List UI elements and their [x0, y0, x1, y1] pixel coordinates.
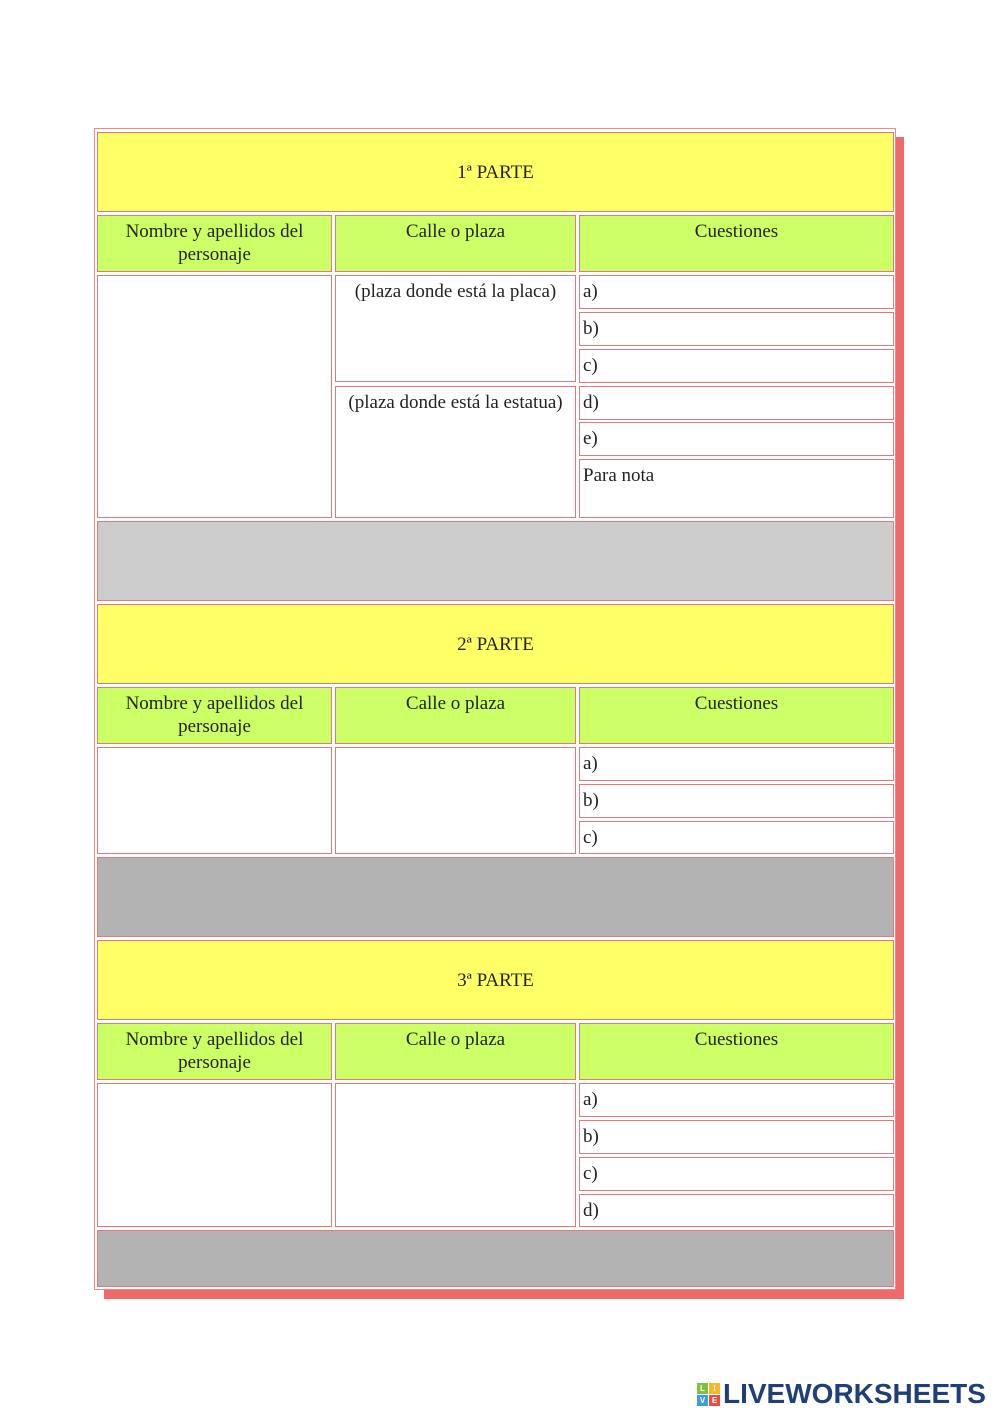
part-3-question-c[interactable]: c) — [579, 1157, 894, 1191]
part-3-name-input[interactable] — [97, 1083, 332, 1227]
part-3-question-d[interactable]: d) — [579, 1194, 894, 1227]
part-3-questions-header: Cuestiones — [579, 1023, 894, 1080]
part-1-questions-header: Cuestiones — [579, 215, 894, 272]
part-1-street-input-placa[interactable] — [335, 275, 576, 382]
part-2-separator — [97, 857, 894, 937]
part-3-question-b[interactable]: b) — [579, 1120, 894, 1154]
part-1-question-para-nota[interactable]: Para nota — [579, 459, 894, 518]
part-2-name-header: Nombre y apellidos del personaje — [97, 687, 332, 744]
part-2-question-c[interactable]: c) — [579, 821, 894, 854]
liveworksheets-logo — [697, 1378, 997, 1410]
part-1-street-note-placa: (plaza donde está la placa) — [354, 281, 557, 302]
part-1-street-header: Calle o plaza — [335, 215, 576, 272]
liveworksheets-logo-text: LIVEWORKSHEETS — [723, 1378, 986, 1409]
part-2-title — [97, 604, 894, 684]
part-2-title-text: 2ª PARTE — [457, 633, 534, 655]
part-3-title — [97, 940, 894, 1020]
part-2-questions-header: Cuestiones — [579, 687, 894, 744]
part-1-question-b[interactable]: b) — [579, 312, 894, 346]
part-1-question-d[interactable]: d) — [579, 386, 894, 420]
part-3-name-header: Nombre y apellidos del personaje — [97, 1023, 332, 1080]
part-1-separator — [97, 521, 894, 601]
liveworksheets-logo-icon: L I V E — [697, 1383, 720, 1406]
part-3-question-a[interactable]: a) — [579, 1083, 894, 1117]
part-3-separator — [97, 1230, 894, 1287]
part-1-question-e[interactable]: e) — [579, 422, 894, 456]
part-2-street-input[interactable] — [335, 747, 576, 854]
part-2-question-b[interactable]: b) — [579, 784, 894, 818]
part-2-question-a[interactable]: a) — [579, 747, 894, 781]
part-1-question-c[interactable]: c) — [579, 349, 894, 383]
part-2-name-input[interactable] — [97, 747, 332, 854]
part-1-name-header: Nombre y apellidos del personaje — [97, 215, 332, 272]
part-1-street-note-estatua: (plaza donde está la estatua) — [348, 392, 563, 413]
part-3-title-text: 3ª PARTE — [457, 969, 534, 991]
part-2-street-header: Calle o plaza — [335, 687, 576, 744]
part-3-street-header: Calle o plaza — [335, 1023, 576, 1080]
part-3-street-input[interactable] — [335, 1083, 576, 1227]
part-1-title — [97, 132, 894, 212]
part-1-question-a[interactable]: a) — [579, 275, 894, 309]
part-1-title-text: 1ª PARTE — [457, 161, 534, 183]
part-1-street-input-estatua[interactable] — [335, 386, 576, 518]
part-1-name-input[interactable] — [97, 275, 332, 518]
